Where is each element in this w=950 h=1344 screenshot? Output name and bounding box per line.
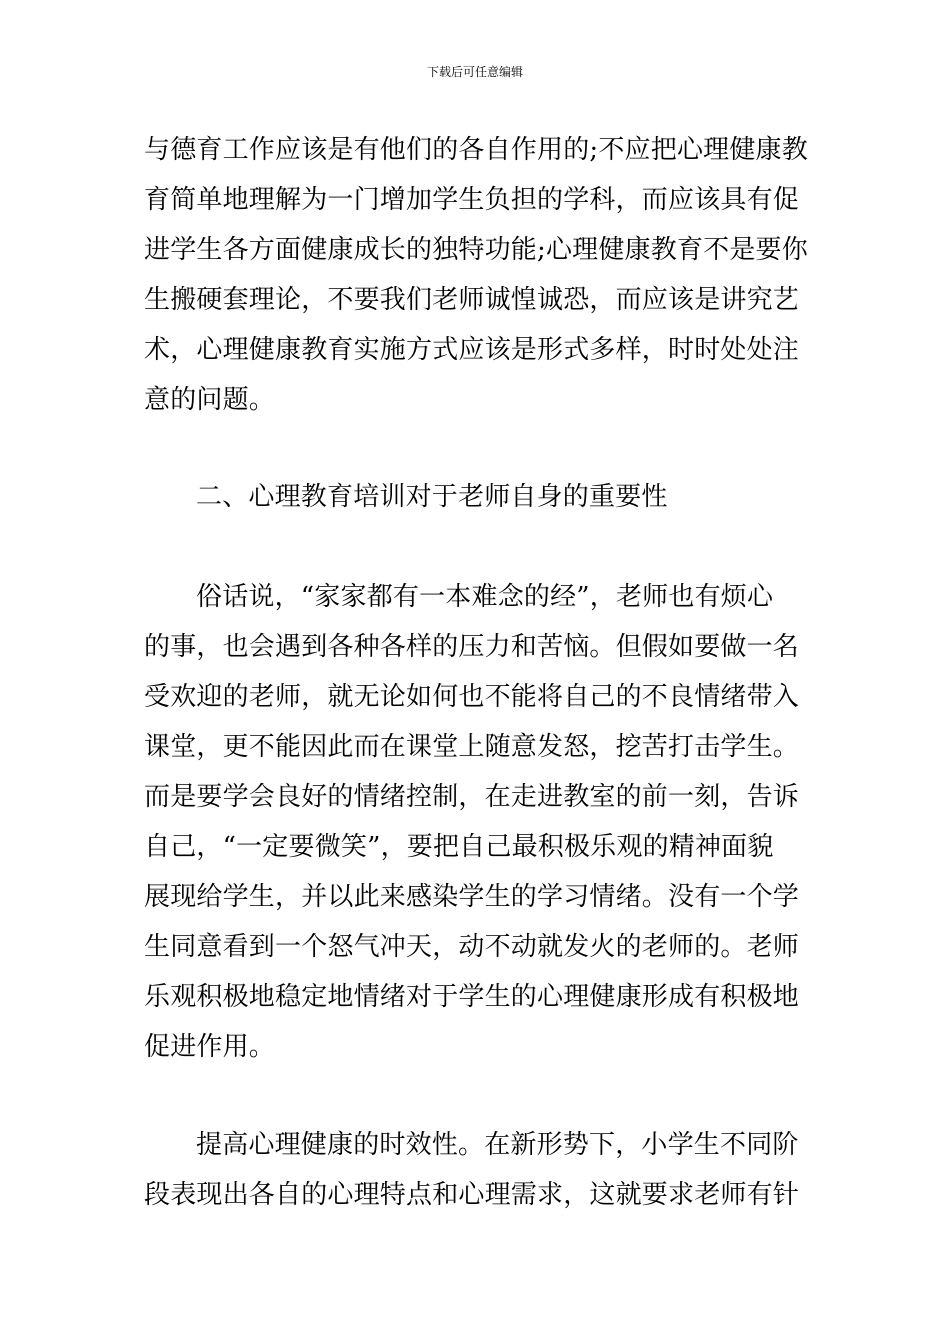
paragraph-line: 展现给学生，并以此来感染学生的学习情绪。没有一个学	[144, 882, 800, 912]
paragraph-line: 提高心理健康的时效性。在新形势下，小学生不同阶	[196, 1130, 799, 1160]
paragraph-line: 生搬硬套理论，不要我们老师诚惶诚恐，而应该是讲究艺	[144, 285, 800, 315]
section-heading: 二、心理教育培训对于老师自身的重要性	[196, 482, 668, 512]
paragraph-line: 与德育工作应该是有他们的各自作用的;不应把心理健康教	[144, 135, 808, 165]
paragraph-line: 受欢迎的老师，就无论如何也不能将自己的不良情绪带入	[144, 682, 800, 712]
paragraph-line: 育简单地理解为一门增加学生负担的学科，而应该具有促	[144, 185, 800, 215]
paragraph-line: 俗话说，“家家都有一本难念的经”，老师也有烦心	[196, 582, 774, 612]
paragraph-line: 段表现出各自的心理特点和心理需求，这就要求老师有针	[144, 1180, 800, 1210]
paragraph-line: 意的问题。	[144, 385, 276, 415]
paragraph-line: 进学生各方面健康成长的独特功能;心理健康教育不是要你	[144, 235, 808, 265]
paragraph-line: 生同意看到一个怒气冲天，动不动就发火的老师的。老师	[144, 932, 800, 962]
paragraph-line: 课堂，更不能因此而在课堂上随意发怒，挖苦打击学生。	[144, 732, 800, 762]
paragraph-line: 乐观积极地稳定地情绪对于学生的心理健康形成有积极地	[144, 982, 800, 1012]
paragraph-line: 术，心理健康教育实施方式应该是形式多样，时时处处注	[144, 335, 800, 365]
page-header: 下载后可任意编辑	[426, 65, 523, 79]
paragraph-line: 的事，也会遇到各种各样的压力和苦恼。但假如要做一名	[144, 632, 800, 662]
paragraph-line: 而是要学会良好的情绪控制，在走进教室的前一刻，告诉	[144, 782, 800, 812]
paragraph-line: 自己，“一定要微笑”，要把自己最积极乐观的精神面貌	[144, 832, 774, 862]
paragraph-line: 促进作用。	[144, 1032, 276, 1062]
